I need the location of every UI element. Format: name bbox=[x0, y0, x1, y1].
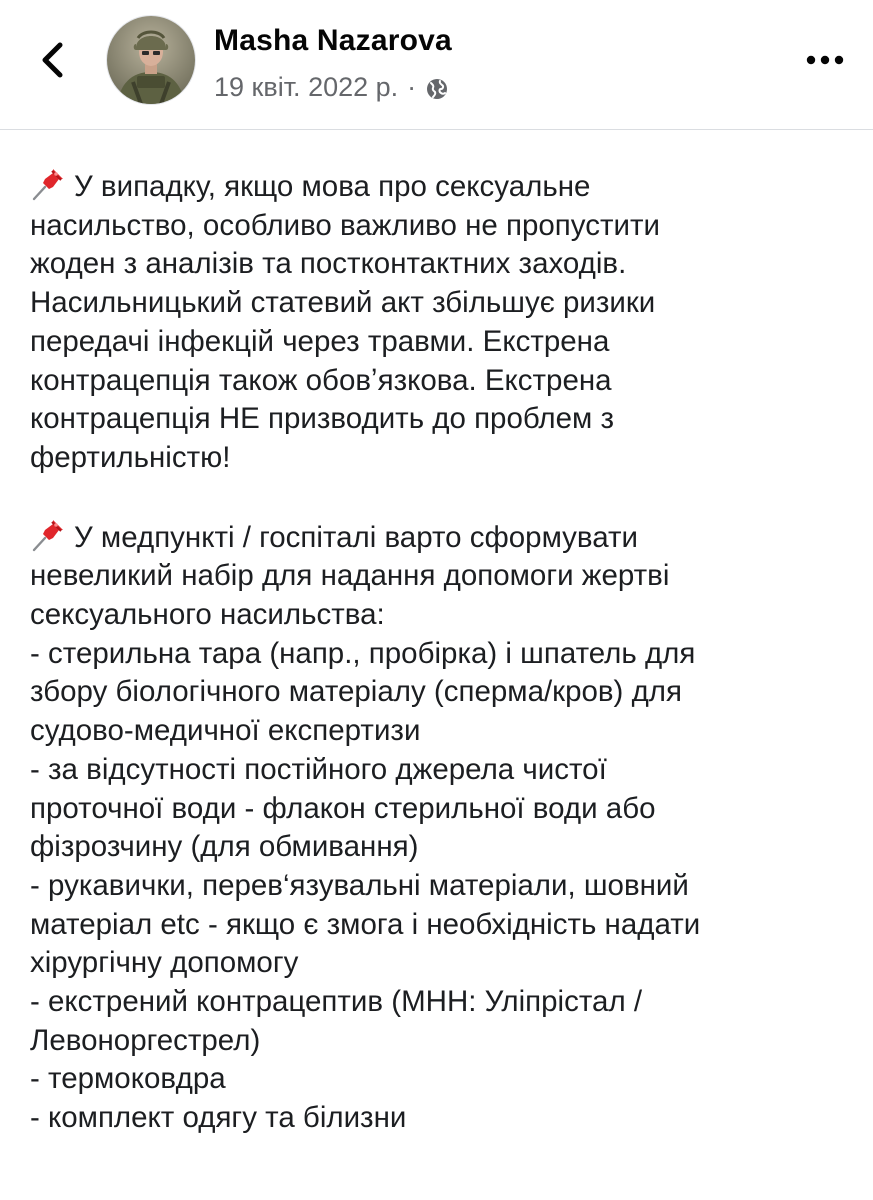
post-paragraph bbox=[30, 517, 860, 1138]
post-text-line: сексуального насильства: bbox=[30, 598, 385, 632]
meta-separator: · bbox=[407, 72, 417, 102]
more-options-button[interactable] bbox=[803, 42, 847, 78]
post-text-line: проточної води - флакон стерильної води або bbox=[30, 791, 656, 825]
post-text: У випадку, якщо мова про сексуальне bbox=[74, 170, 591, 203]
post-text-line: фертильністю! bbox=[30, 440, 231, 474]
post-text-line: контрацепція також обовʼязкова. Екстрена bbox=[30, 363, 612, 397]
post-text-line: Левоноргестрел) bbox=[30, 1023, 261, 1057]
author-name[interactable]: Masha Nazarova bbox=[214, 24, 452, 57]
post-text-line bbox=[30, 166, 860, 207]
post-body bbox=[30, 166, 860, 1177]
back-button[interactable] bbox=[30, 38, 74, 82]
post-text-line: Насильницький статевий акт збільшує ризики bbox=[30, 286, 656, 320]
post-text-line: - рукавички, перев‘язувальні матеріали, шовний bbox=[30, 868, 689, 902]
avatar[interactable] bbox=[106, 15, 196, 105]
post-date[interactable]: 19 квіт. 2022 р. bbox=[214, 72, 399, 102]
post-text-line bbox=[30, 517, 860, 558]
post-text-line: невеликий набір для надання допомоги жертві bbox=[30, 559, 670, 593]
post-text-line: - стерильна тара (напр., пробірка) і шпатель для bbox=[30, 636, 696, 670]
avatar-image bbox=[107, 16, 195, 104]
post-meta bbox=[214, 72, 449, 103]
post-header bbox=[0, 0, 873, 130]
pushpin-icon bbox=[30, 517, 66, 553]
globe-icon bbox=[425, 77, 449, 101]
post-text-line: - термоковдра bbox=[30, 1062, 226, 1096]
post-text-line: передачі інфекцій через травми. Екстрена bbox=[30, 324, 610, 358]
post-paragraph bbox=[30, 166, 860, 478]
post-text: У медпункті / госпіталі варто сформувати bbox=[74, 520, 639, 554]
post-text-line: - за відсутності постійного джерела чистої bbox=[30, 752, 607, 786]
pushpin-icon bbox=[30, 166, 66, 202]
post-text-line: фізрозчину (для обмивання) bbox=[30, 830, 419, 864]
post-text-line: хірургічну допомогу bbox=[30, 946, 299, 980]
post-text-line: матеріал etc - якщо є змога і необхідність надати bbox=[30, 907, 701, 941]
post-text-line: насильство, особливо важливо не пропустити bbox=[30, 208, 660, 242]
post-text-line: контрацепція НЕ призводить до проблем з bbox=[30, 402, 615, 436]
post-text-line: судово-медичної експертизи bbox=[30, 714, 421, 748]
post-text-line: - екстрений контрацептив (МНН: Уліпрістал / bbox=[30, 985, 643, 1019]
more-horizontal-icon bbox=[805, 54, 845, 66]
post-text-line: жоден з аналізів та постконтактних заходів. bbox=[30, 247, 627, 281]
post-text-line: - комплект одягу та білизни bbox=[30, 1101, 407, 1135]
post-text-line: збору біологічного матеріалу (сперма/кров) для bbox=[30, 675, 682, 709]
chevron-left-icon bbox=[39, 40, 65, 80]
